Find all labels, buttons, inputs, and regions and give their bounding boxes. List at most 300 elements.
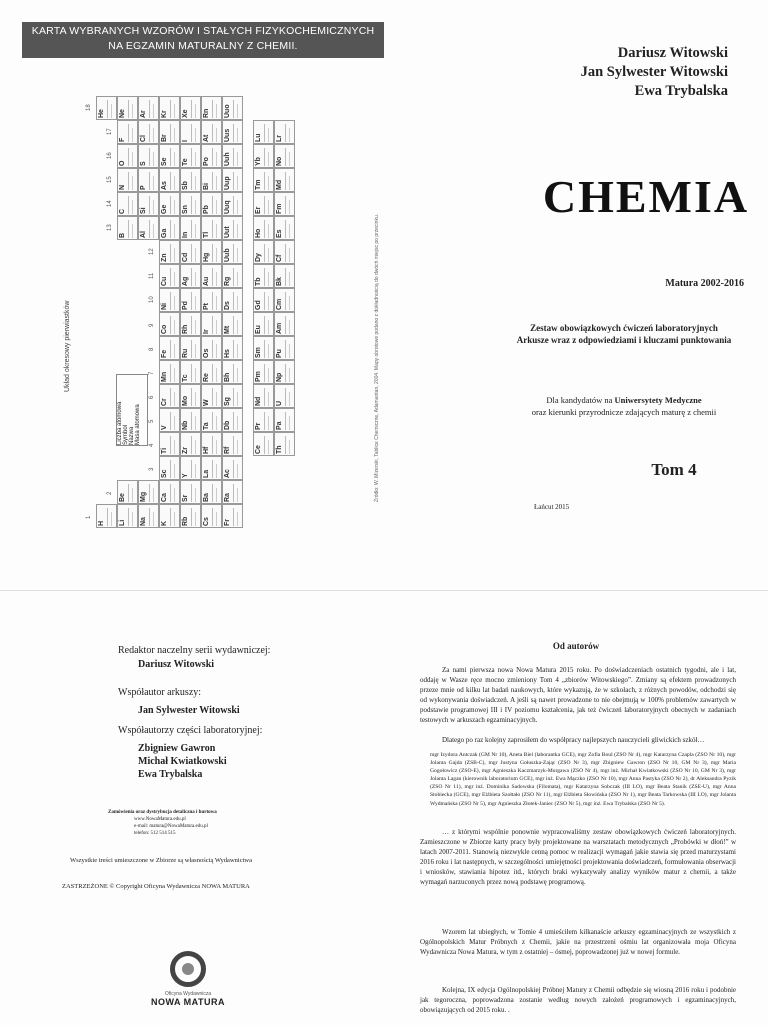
editor-label: Redaktor naczelny serii wydawniczej: [118, 645, 271, 656]
element-cell [274, 384, 295, 408]
volume: Tom 4 [651, 460, 697, 479]
foreword-p2: Dlatego po raz kolejny zaprosiłem do współpracy najlepszych nauczycieli gliwickich szkół… [442, 736, 705, 744]
element-symbol: Y [182, 473, 189, 478]
element-cell [159, 168, 180, 192]
element-cell [159, 144, 180, 168]
element-symbol: Hf [203, 446, 210, 454]
element-symbol: Cs [203, 517, 210, 526]
element-cell [201, 456, 222, 480]
element-symbol: Uut [224, 226, 231, 238]
element-cell [159, 504, 180, 528]
element-cell [138, 96, 159, 120]
foreword-p4: … z którymi wspólnie ponownie wypracowaliśmy zestaw obowiązkowych ćwiczeń laboratoryjnych. Zamieszczone w Zbiorze karty pracy były projektowane na warsztatach metodycznych „Probówki w dłoń!” w latach 2007-2011. Stanowią niezwykle cenną pomoc w realizacji wymagań jakie stawia się przed maturzystami 2016 roku i lat następnych, w szczególności umiejętności projektowania doświadczeń, formułowania obserwacji i wniosków, stawiania hipotez itd., których braki wykazywały analizy wyników matur z chemii, a także wymagań narzuconych przez nową podstawę programową. [420, 828, 736, 886]
periodic-table [62, 72, 385, 542]
element-cell [222, 144, 243, 168]
element-cell [201, 432, 222, 456]
element-cell [180, 288, 201, 312]
element-symbol: Po [203, 157, 210, 166]
element-symbol: As [161, 181, 168, 190]
group-number: 17 [107, 128, 113, 135]
element-symbol: Pr [255, 422, 262, 430]
orders-phone: telefon: 512 514 515 [134, 831, 176, 836]
group-number: 12 [149, 248, 155, 255]
element-cell [180, 504, 201, 528]
element-symbol: S [140, 161, 147, 166]
element-symbol: Fe [161, 349, 168, 358]
element-cell [159, 192, 180, 216]
element-symbol: Si [140, 207, 147, 214]
element-symbol: Ar [140, 110, 147, 118]
authors [581, 44, 728, 101]
element-cell [222, 216, 243, 240]
element-symbol: Mt [224, 325, 231, 334]
element-cell [180, 264, 201, 288]
element-cell [201, 504, 222, 528]
group-number: 4 [149, 443, 155, 447]
element-cell [117, 504, 138, 528]
element-symbol: K [161, 520, 168, 526]
element-cell [201, 408, 222, 432]
element-symbol: Ge [161, 204, 168, 214]
element-symbol: Ir [203, 329, 210, 334]
element-cell [222, 288, 243, 312]
element-symbol: Sg [224, 397, 231, 406]
element-cell [274, 336, 295, 360]
element-symbol: Be [119, 493, 126, 502]
element-cell [96, 96, 117, 120]
element-cell [201, 216, 222, 240]
element-cell [253, 288, 274, 312]
element-cell [274, 288, 295, 312]
element-symbol: Na [140, 517, 147, 526]
group-number: 7 [149, 371, 155, 375]
element-cell [180, 120, 201, 144]
group-number: 16 [107, 152, 113, 159]
lab-name-1: Zbigniew Gawron [138, 743, 216, 754]
element-cell [222, 168, 243, 192]
element-cell [253, 264, 274, 288]
element-symbol: Fm [276, 203, 283, 214]
element-cell [180, 192, 201, 216]
group-number: 11 [149, 272, 155, 279]
element-symbol: Bk [276, 277, 283, 286]
element-symbol: Re [203, 373, 210, 382]
group-number: 14 [107, 200, 113, 207]
element-cell [274, 168, 295, 192]
element-symbol: Ho [255, 228, 262, 238]
element-cell [138, 504, 159, 528]
element-cell [274, 120, 295, 144]
element-cell [201, 96, 222, 120]
element-cell [222, 192, 243, 216]
element-cell [222, 240, 243, 264]
element-symbol: Np [276, 372, 283, 382]
element-cell [159, 240, 180, 264]
element-symbol: Ga [161, 228, 168, 238]
element-cell [201, 192, 222, 216]
element-symbol: Uub [224, 248, 231, 262]
element-cell [274, 264, 295, 288]
element-cell [159, 432, 180, 456]
element-symbol: Pt [203, 303, 210, 310]
element-cell [180, 456, 201, 480]
element-cell [138, 216, 159, 240]
coauthor-label: Współautor arkuszy: [118, 687, 202, 698]
element-cell [159, 96, 180, 120]
periodic-table-title: Układ okresowy pierwiastków [64, 300, 71, 392]
foreword-teacher-list: mgr Izydora Antczak (GM Nr 10), Aneta Biel (laborantka GCE), mgr Zofia Boul (ZSO Nr 4), mgr Katarzyna Czapla (ZSO Nr 10), mgr Jolanta Gajda (ZSB-C), mgr Justyna Gołuszka-Zając (ZSO Nr 3), mgr Zbigniew Gawron (ZSO Nr 10, GM Nr 3), mgr Maria Gogołowicz (ZSO-E), mgr Agnieszka Kaczmarzyk-Morgawa (ZSO Nr 4), mgr inż. Michał Kwiatkowski (ZSO Nr 10, GM Nr 3), mgr Jolanta Lagan (kierownik laboratorium GCE), mgr inż. Ewa Mączko (ZSO Nr 10), mgr Anna Pastyka (ZSO Nr 2), dr Aleksandra Pyzik (ZSO Nr 11), mgr inż. Dominika Sadowska (Filomata), mgr Katarzyna Sobczak (III LO), mgr Beata Stanik (ZSE-U), mgr Anna Stobiecka (GCE), mgr Elżbieta Szołtało (ZSO Nr 11), mgr Elżbieta Słowińska (ZSO Nr 1), mgr Beata Tarkowska (III LO), mgr Jolanta Wydmańska (ZSO Nr 5), mgr Agnieszka Złotek-Janiec (ZSO Nr 5), mgr inż. Ewa Trybalska (ZSO Nr 5). [430, 752, 736, 807]
element-cell [222, 504, 243, 528]
element-symbol: Mg [140, 491, 147, 502]
element-symbol: Rn [203, 108, 210, 118]
element-cell [201, 288, 222, 312]
element-cell [180, 384, 201, 408]
element-cell [201, 384, 222, 408]
rights-text: Wszystkie treści umieszczone w Zbiorze są własnością Wydawnictwa [70, 857, 252, 864]
element-symbol: Uuh [224, 152, 231, 166]
element-symbol: Mn [161, 371, 168, 382]
element-symbol: Te [182, 158, 189, 166]
legend-name: Nazwa [129, 426, 135, 445]
element-symbol: Cd [182, 252, 189, 262]
element-cell [159, 120, 180, 144]
element-symbol: Nd [255, 396, 262, 406]
element-symbol: P [140, 185, 147, 190]
element-symbol: Br [161, 134, 168, 142]
element-symbol: Pa [276, 421, 283, 430]
element-symbol: Tc [182, 374, 189, 382]
group-number: 15 [107, 176, 113, 183]
element-cell [253, 216, 274, 240]
element-symbol: Pm [255, 371, 262, 382]
element-symbol: At [203, 134, 210, 142]
group-number: 3 [149, 467, 155, 471]
element-cell [253, 144, 274, 168]
element-cell [117, 480, 138, 504]
element-symbol: Tm [255, 179, 262, 190]
foreword-page [384, 590, 768, 1025]
element-symbol: Se [161, 157, 168, 166]
element-symbol: N [119, 184, 126, 190]
element-symbol: Ta [203, 422, 210, 430]
element-symbol: Ds [224, 301, 231, 310]
element-cell [253, 360, 274, 384]
group-number: 8 [149, 347, 155, 351]
group-number: 6 [149, 395, 155, 399]
element-cell [274, 192, 295, 216]
element-cell [253, 312, 274, 336]
element-cell [201, 240, 222, 264]
audience [484, 394, 764, 418]
element-cell [253, 384, 274, 408]
logo-small-text: Oficyna Wydawnicza [164, 991, 212, 997]
element-cell [274, 432, 295, 456]
title-page [384, 0, 768, 590]
element-symbol: He [98, 109, 105, 118]
element-symbol: Os [203, 348, 210, 358]
element-cell [117, 96, 138, 120]
element-cell [159, 456, 180, 480]
element-symbol: Cf [276, 254, 283, 262]
element-cell [180, 336, 201, 360]
element-symbol: Au [203, 276, 210, 286]
element-cell [138, 120, 159, 144]
element-symbol: Uup [224, 176, 231, 190]
element-cell [159, 216, 180, 240]
element-symbol: Lr [276, 135, 283, 142]
element-symbol: No [276, 156, 283, 166]
legend-symbol: Symbol [123, 424, 129, 445]
element-symbol: Rf [224, 446, 231, 454]
author-3: Ewa Trybalska [634, 83, 728, 99]
element-symbol: Ag [182, 276, 189, 286]
element-symbol: Yb [255, 157, 262, 166]
banner [22, 22, 384, 58]
element-symbol: Bi [203, 183, 210, 190]
element-symbol: Mo [182, 395, 189, 406]
element-symbol: W [203, 399, 210, 406]
element-cell [159, 288, 180, 312]
element-symbol: V [161, 425, 168, 430]
element-symbol: Am [276, 322, 283, 334]
element-symbol: Gd [255, 300, 262, 310]
group-number: 1 [86, 515, 92, 519]
element-symbol: Dy [255, 253, 262, 262]
element-cell [117, 168, 138, 192]
element-symbol: Al [140, 231, 147, 238]
element-cell [201, 336, 222, 360]
legend-box [116, 374, 148, 446]
element-cell [222, 408, 243, 432]
element-symbol: H [98, 520, 105, 526]
orders-email[interactable]: e-mail: matura@NowaMatura.edu.pl [134, 824, 208, 829]
element-cell [180, 168, 201, 192]
element-cell [180, 96, 201, 120]
foreword-p1: Za nami pierwsza nowa Nowa Matura 2015 roku. Po doświadczeniach ostatnich tygodni, ale i lat, oddaję w Wasze ręce mocno zmieniony Tom 4 „zbiorów Witowskiego”. Zmiany są efektem prowadzonych przeze mnie od kilku lat badań naukowych, które wykazują, że w szkołach, z różnych powodów, odchodzi się od wykonywania doświadczeń. A jeśli są nawet prowadzone to nie obejmują w 100% problemów zawartych w podstawie programowej III i IV poziomu kształcenia, jak też ćwiczeń laboratoryjnych obecnych w zadaniach testowych w arkuszach egzaminacyjnych. [420, 666, 736, 724]
element-cell [253, 168, 274, 192]
element-symbol: Sc [161, 469, 168, 478]
lab-label: Współautorzy części laboratoryjnej: [118, 725, 263, 736]
element-symbol: Kr [161, 110, 168, 118]
element-cell [180, 312, 201, 336]
legend-mass: Masa atomowa [135, 404, 141, 445]
audience-line2: oraz kierunki przyrodnicze zdających maturę z chemii [531, 407, 717, 417]
element-cell [180, 360, 201, 384]
element-cell [159, 336, 180, 360]
element-cell [180, 480, 201, 504]
element-cell [138, 192, 159, 216]
element-cell [117, 192, 138, 216]
element-cell [201, 144, 222, 168]
element-cell [253, 192, 274, 216]
audience-bold: Uniwersytety Medyczne [614, 395, 702, 405]
element-cell [117, 144, 138, 168]
element-symbol: Rb [182, 516, 189, 526]
foreword-p6: Kolejna, IX edycja Ogólnopolskiej Próbnej Matury z Chemii odbędzie się wiosną 2016 roku i podobnie jak tegoroczna, poprowadzona zostanie według nowych założeń programowych i egzaminacyjnych, obowiązujących od 2015 roku. . [420, 986, 736, 1014]
element-cell [253, 240, 274, 264]
element-symbol: Uus [224, 128, 231, 142]
subtitle [484, 322, 764, 346]
element-symbol: B [119, 232, 126, 238]
element-symbol: Cu [161, 276, 168, 286]
element-cell [253, 120, 274, 144]
element-symbol: Hs [224, 349, 231, 358]
publisher-logo [148, 951, 228, 1007]
element-cell [159, 264, 180, 288]
group-number: 10 [149, 296, 155, 303]
element-symbol: Md [276, 179, 283, 190]
element-symbol: Uuo [224, 104, 231, 118]
element-cell [222, 384, 243, 408]
element-cell [222, 456, 243, 480]
element-cell [222, 96, 243, 120]
element-symbol: Ba [203, 493, 210, 502]
element-symbol: Cm [276, 298, 283, 310]
lab-name-2: Michał Kwiatkowski [138, 756, 227, 767]
lab-name-3: Ewa Trybalska [138, 769, 203, 780]
element-cell [180, 408, 201, 432]
audience-line1 [484, 394, 764, 406]
element-cell [201, 120, 222, 144]
element-symbol: Fr [224, 519, 231, 526]
table-source: Źródło: W. Mizerski, Tablice Chemiczne, Adamantan, 2004. Mapy obrotowe podano z dokładnością do dwóch miejsc po przecinku. [374, 213, 380, 502]
element-symbol: Eu [255, 325, 262, 334]
banner-line2: NA EGZAMIN MATURALNY Z CHEMII. [108, 40, 298, 52]
element-symbol: Sm [255, 347, 262, 358]
element-symbol: Rh [182, 324, 189, 334]
element-cell [222, 480, 243, 504]
element-symbol: Pb [203, 205, 210, 214]
element-cell [222, 120, 243, 144]
element-symbol: Tb [255, 277, 262, 286]
element-symbol: Li [119, 519, 126, 526]
element-symbol: Pd [182, 301, 189, 310]
element-cell [180, 432, 201, 456]
book-title: CHEMIA [542, 171, 750, 222]
element-cell [117, 120, 138, 144]
element-symbol: Db [224, 420, 231, 430]
element-cell [201, 264, 222, 288]
banner-line1: KARTA WYBRANYCH WZORÓW I STAŁYCH FIZYKOCHEMICZNYCH [31, 25, 375, 37]
element-symbol: Es [276, 229, 283, 238]
element-symbol: Ne [119, 109, 126, 118]
element-cell [201, 360, 222, 384]
element-symbol: La [203, 469, 210, 478]
element-cell [274, 360, 295, 384]
element-cell [159, 480, 180, 504]
element-cell [201, 168, 222, 192]
periodic-table-page [0, 0, 385, 590]
element-symbol: Ti [161, 447, 168, 454]
element-cell [159, 312, 180, 336]
element-symbol: Co [161, 324, 168, 334]
element-cell [117, 216, 138, 240]
audience-prefix: Dla kandydatów na [546, 395, 615, 405]
orders-heading: Zamówienia oraz dystrybucja detaliczna i hurtowa [108, 810, 217, 815]
element-symbol: O [119, 160, 126, 166]
element-symbol: Zr [182, 447, 189, 454]
element-symbol: Ac [224, 469, 231, 478]
element-cell [159, 384, 180, 408]
element-symbol: Lu [255, 133, 262, 142]
foreword-heading: Od autorów [552, 641, 600, 651]
group-number: 18 [86, 104, 92, 111]
element-symbol: Ce [255, 445, 262, 454]
group-number: 2 [107, 491, 113, 495]
element-symbol: Zn [161, 253, 168, 262]
group-number: 5 [149, 419, 155, 423]
element-symbol: Hg [203, 252, 210, 262]
element-cell [274, 408, 295, 432]
element-symbol: Th [276, 445, 283, 454]
element-cell [274, 216, 295, 240]
subtitle-line2: Arkusze wraz z odpowiedziami i kluczami punktowania [516, 335, 732, 345]
element-cell [253, 336, 274, 360]
group-number: 9 [149, 323, 155, 327]
legend-atomic-number: Liczba atomowa [117, 401, 123, 445]
logo-ring-icon [170, 951, 206, 987]
element-symbol: U [276, 400, 283, 406]
author-2: Jan Sylwester Witowski [580, 64, 728, 80]
element-cell [201, 312, 222, 336]
element-symbol: Sr [182, 494, 189, 502]
element-symbol: Nb [182, 420, 189, 430]
foreword-p5: Wzorem lat ubiegłych, w Tomie 4 umieściłem kilkanaście arkuszy egzaminacyjnych ze wszystkich z Ogólnopolskich Matur Próbnych z Chemii, jakie na przestrzeni ośmiu lat organizowała moja Oficyna Wydawnicza Nowa Matura, w tym z ostatniej – ósmej, poprowadzonej już w nowej formule. [420, 928, 736, 956]
copyright-text: ZASTRZEŻONE © Copyright Oficyna Wydawnicza NOWA MATURA [62, 883, 250, 890]
element-cell [180, 240, 201, 264]
element-symbol: In [182, 231, 189, 238]
element-cell [138, 480, 159, 504]
element-cell [222, 432, 243, 456]
editorial-page [0, 590, 385, 1025]
place-year: Łańcut 2015 [534, 503, 570, 511]
element-symbol: Cr [161, 398, 168, 406]
element-cell [274, 240, 295, 264]
element-cell [159, 408, 180, 432]
orders-www[interactable]: www.NowaMatura.edu.pl [134, 817, 186, 822]
element-symbol: Ra [224, 493, 231, 502]
element-cell [180, 216, 201, 240]
element-symbol: I [182, 140, 189, 142]
element-cell [253, 432, 274, 456]
element-cell [159, 360, 180, 384]
group-number: 13 [107, 224, 113, 231]
element-symbol: Sb [182, 181, 189, 190]
matura-years: Matura 2002-2016 [665, 278, 744, 289]
orders [108, 809, 217, 837]
element-symbol: Er [255, 206, 262, 214]
element-cell [222, 336, 243, 360]
element-symbol: Rg [224, 276, 231, 286]
element-symbol: Ca [161, 493, 168, 502]
element-symbol: Cl [140, 135, 147, 142]
element-cell [222, 360, 243, 384]
element-cell [138, 144, 159, 168]
element-symbol: Uuq [224, 200, 231, 214]
element-symbol: Tl [203, 231, 210, 238]
element-cell [201, 480, 222, 504]
element-symbol: Sn [182, 205, 189, 214]
element-symbol: Xe [182, 109, 189, 118]
element-cell [253, 408, 274, 432]
author-1: Dariusz Witowski [617, 45, 728, 61]
element-cell [180, 144, 201, 168]
coauthor-name: Jan Sylwester Witowski [138, 705, 240, 716]
element-cell [274, 312, 295, 336]
element-cell [222, 264, 243, 288]
element-symbol: Ni [161, 303, 168, 310]
element-symbol: C [119, 208, 126, 214]
